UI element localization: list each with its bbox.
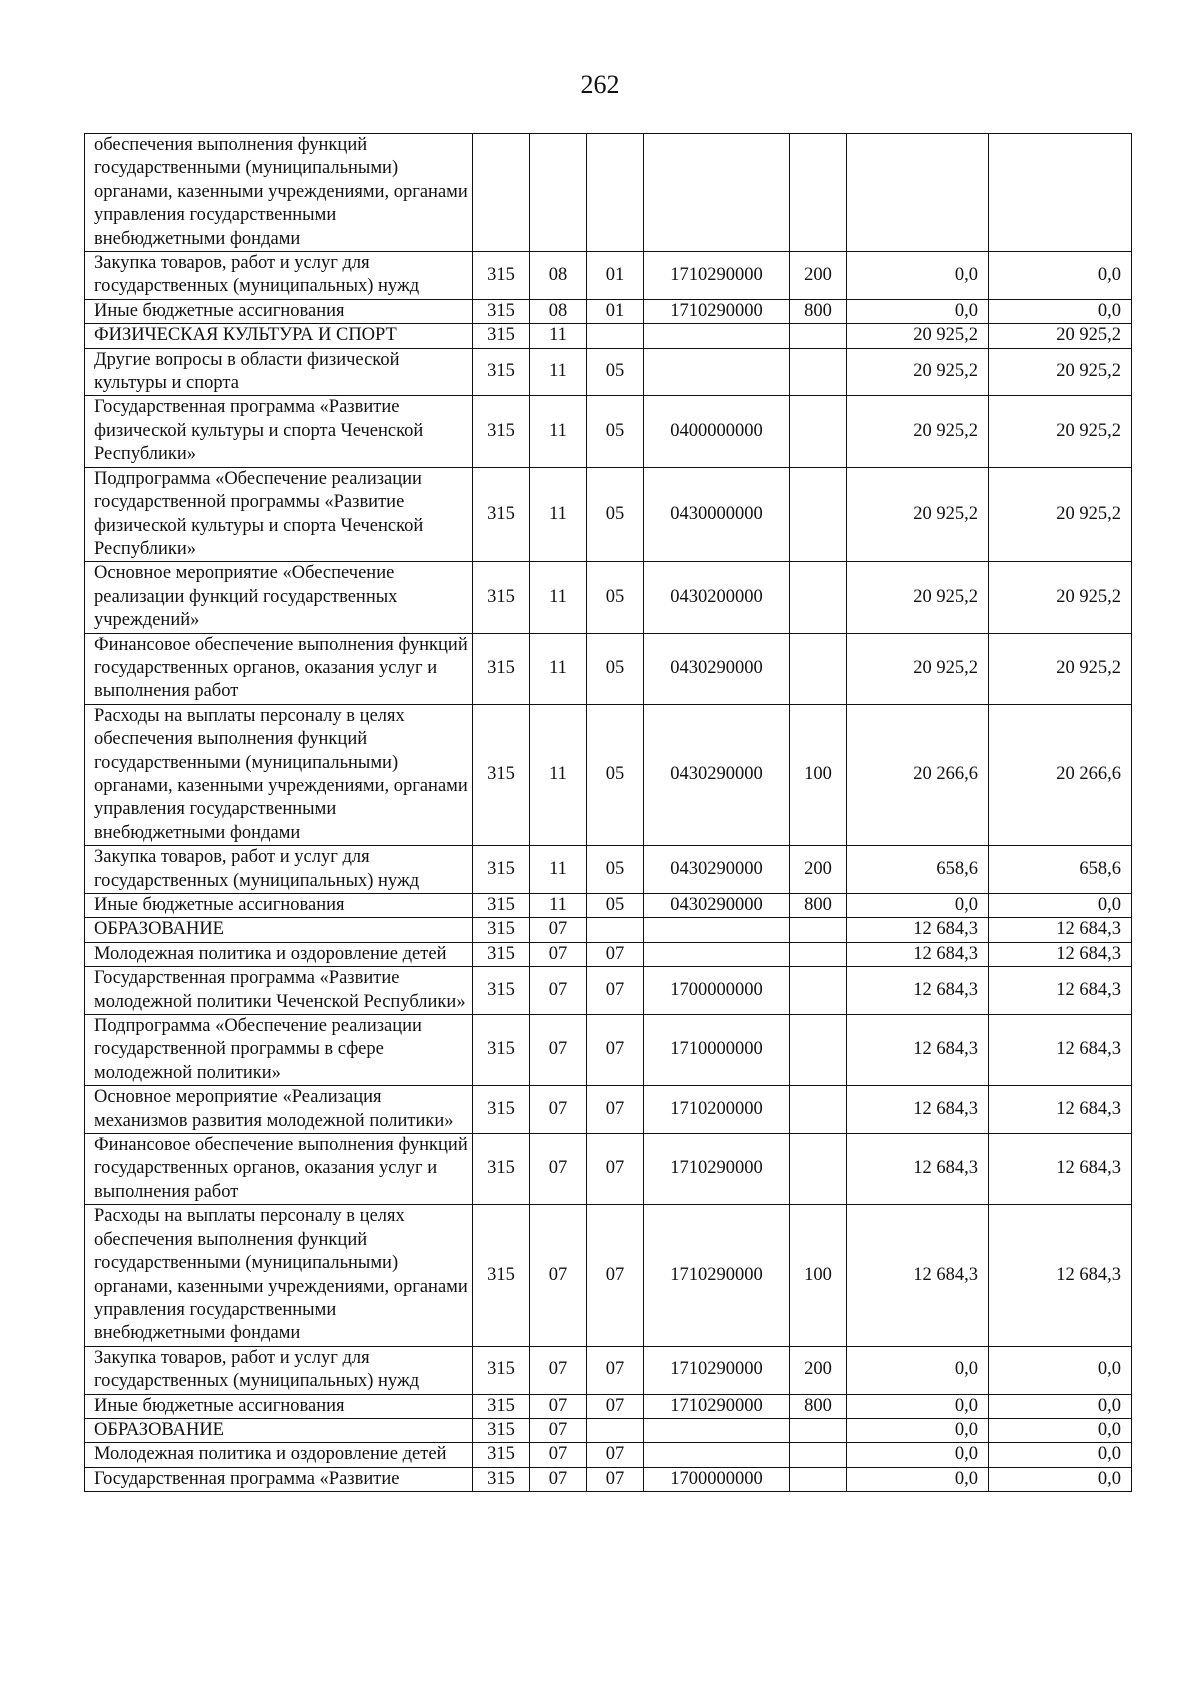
expense-type-cell: 200 bbox=[790, 252, 847, 300]
ved-code-cell: 315 bbox=[473, 299, 530, 323]
amount-cell-2: 12 684,3 bbox=[989, 1086, 1132, 1134]
target-article-cell: 0430000000 bbox=[644, 467, 790, 562]
row-name-cell: Государственная программа «Развитие bbox=[85, 1467, 473, 1491]
table-row bbox=[85, 348, 1132, 396]
amount-cell-1: 0,0 bbox=[847, 1418, 989, 1442]
amount-cell-2: 658,6 bbox=[989, 846, 1132, 894]
row-name-cell: ФИЗИЧЕСКАЯ КУЛЬТУРА И СПОРТ bbox=[85, 324, 473, 348]
expense-type-cell: 800 bbox=[790, 894, 847, 918]
table-row bbox=[85, 942, 1132, 966]
ved-code-cell: 315 bbox=[473, 633, 530, 704]
ved-code-cell: 315 bbox=[473, 1015, 530, 1086]
ved-code-cell bbox=[473, 134, 530, 252]
row-name-cell: Подпрограмма «Обеспечение реализации государственной программы «Развитие физической культуры и спорта Чеченской Республики» bbox=[85, 467, 473, 562]
amount-cell-2: 12 684,3 bbox=[989, 942, 1132, 966]
amount-cell-2: 0,0 bbox=[989, 252, 1132, 300]
row-name-cell: Расходы на выплаты персоналу в целях обеспечения выполнения функций государственными (муниципальными) органами, казенными учреждениями, органами управления государственными внебюджетными фондами bbox=[85, 1205, 473, 1346]
section-code-cell bbox=[530, 134, 587, 252]
subsection-code-cell: 05 bbox=[587, 846, 644, 894]
target-article-cell bbox=[644, 1418, 790, 1442]
section-code-cell: 11 bbox=[530, 348, 587, 396]
ved-code-cell: 315 bbox=[473, 704, 530, 845]
ved-code-cell: 315 bbox=[473, 1418, 530, 1442]
table-row bbox=[85, 1015, 1132, 1086]
row-name-cell: Подпрограмма «Обеспечение реализации государственной программы в сфере молодежной политики» bbox=[85, 1015, 473, 1086]
section-code-cell: 11 bbox=[530, 704, 587, 845]
table-row bbox=[85, 1418, 1132, 1442]
amount-cell-1: 20 925,2 bbox=[847, 562, 989, 633]
section-code-cell: 11 bbox=[530, 396, 587, 467]
ved-code-cell: 315 bbox=[473, 562, 530, 633]
expense-type-cell bbox=[790, 1467, 847, 1491]
amount-cell-2: 0,0 bbox=[989, 299, 1132, 323]
subsection-code-cell: 07 bbox=[587, 942, 644, 966]
expense-type-cell bbox=[790, 1443, 847, 1467]
target-article-cell: 1700000000 bbox=[644, 1467, 790, 1491]
amount-cell-1: 0,0 bbox=[847, 252, 989, 300]
amount-cell-1: 0,0 bbox=[847, 299, 989, 323]
expense-type-cell bbox=[790, 1015, 847, 1086]
row-name-cell: Закупка товаров, работ и услуг для государственных (муниципальных) нужд bbox=[85, 252, 473, 300]
row-name-cell: Финансовое обеспечение выполнения функций государственных органов, оказания услуг и выполнения работ bbox=[85, 633, 473, 704]
budget-table bbox=[84, 133, 1132, 1492]
target-article-cell: 1710290000 bbox=[644, 299, 790, 323]
expense-type-cell bbox=[790, 562, 847, 633]
expense-type-cell bbox=[790, 918, 847, 942]
section-code-cell: 11 bbox=[530, 562, 587, 633]
table-row bbox=[85, 894, 1132, 918]
target-article-cell: 1710200000 bbox=[644, 1086, 790, 1134]
table-row bbox=[85, 134, 1132, 252]
amount-cell-1: 0,0 bbox=[847, 1443, 989, 1467]
amount-cell-1: 20 925,2 bbox=[847, 348, 989, 396]
table-row bbox=[85, 396, 1132, 467]
ved-code-cell: 315 bbox=[473, 942, 530, 966]
page-number: 262 bbox=[580, 70, 620, 99]
expense-type-cell bbox=[790, 1134, 847, 1205]
subsection-code-cell: 07 bbox=[587, 1205, 644, 1346]
target-article-cell: 1710290000 bbox=[644, 1134, 790, 1205]
target-article-cell bbox=[644, 1443, 790, 1467]
section-code-cell: 07 bbox=[530, 1418, 587, 1442]
section-code-cell: 07 bbox=[530, 1134, 587, 1205]
table-row bbox=[85, 252, 1132, 300]
row-name-cell: Молодежная политика и оздоровление детей bbox=[85, 942, 473, 966]
table-row bbox=[85, 967, 1132, 1015]
ved-code-cell: 315 bbox=[473, 918, 530, 942]
row-name-cell: Основное мероприятие «Реализация механизмов развития молодежной политики» bbox=[85, 1086, 473, 1134]
subsection-code-cell: 05 bbox=[587, 467, 644, 562]
ved-code-cell: 315 bbox=[473, 1443, 530, 1467]
subsection-code-cell: 05 bbox=[587, 894, 644, 918]
section-code-cell: 07 bbox=[530, 942, 587, 966]
table-row bbox=[85, 704, 1132, 845]
target-article-cell: 0430290000 bbox=[644, 894, 790, 918]
row-name-cell: Основное мероприятие «Обеспечение реализации функций государственных учреждений» bbox=[85, 562, 473, 633]
section-code-cell: 11 bbox=[530, 467, 587, 562]
table-row bbox=[85, 1086, 1132, 1134]
amount-cell-1: 12 684,3 bbox=[847, 1015, 989, 1086]
ved-code-cell: 315 bbox=[473, 1134, 530, 1205]
amount-cell-2: 20 925,2 bbox=[989, 562, 1132, 633]
section-code-cell: 07 bbox=[530, 967, 587, 1015]
ved-code-cell: 315 bbox=[473, 1394, 530, 1418]
table-row bbox=[85, 299, 1132, 323]
section-code-cell: 07 bbox=[530, 1015, 587, 1086]
target-article-cell: 0430290000 bbox=[644, 704, 790, 845]
ved-code-cell: 315 bbox=[473, 894, 530, 918]
row-name-cell: Закупка товаров, работ и услуг для государственных (муниципальных) нужд bbox=[85, 1346, 473, 1394]
amount-cell-1: 12 684,3 bbox=[847, 1205, 989, 1346]
target-article-cell: 1710290000 bbox=[644, 252, 790, 300]
row-name-cell: Иные бюджетные ассигнования bbox=[85, 1394, 473, 1418]
row-name-cell: Другие вопросы в области физической культуры и спорта bbox=[85, 348, 473, 396]
expense-type-cell bbox=[790, 324, 847, 348]
section-code-cell: 07 bbox=[530, 1443, 587, 1467]
ved-code-cell: 315 bbox=[473, 467, 530, 562]
section-code-cell: 07 bbox=[530, 1394, 587, 1418]
target-article-cell bbox=[644, 918, 790, 942]
target-article-cell bbox=[644, 324, 790, 348]
amount-cell-1: 12 684,3 bbox=[847, 1134, 989, 1205]
row-name-cell: Иные бюджетные ассигнования bbox=[85, 894, 473, 918]
target-article-cell bbox=[644, 134, 790, 252]
row-name-cell: ОБРАЗОВАНИЕ bbox=[85, 918, 473, 942]
amount-cell-2: 12 684,3 bbox=[989, 967, 1132, 1015]
target-article-cell: 0400000000 bbox=[644, 396, 790, 467]
amount-cell-2: 12 684,3 bbox=[989, 1134, 1132, 1205]
amount-cell-1: 658,6 bbox=[847, 846, 989, 894]
amount-cell-1: 0,0 bbox=[847, 1467, 989, 1491]
expense-type-cell bbox=[790, 134, 847, 252]
amount-cell-2: 0,0 bbox=[989, 1467, 1132, 1491]
subsection-code-cell: 07 bbox=[587, 1086, 644, 1134]
expense-type-cell: 800 bbox=[790, 1394, 847, 1418]
table-row bbox=[85, 633, 1132, 704]
target-article-cell: 1710290000 bbox=[644, 1394, 790, 1418]
ved-code-cell: 315 bbox=[473, 252, 530, 300]
expense-type-cell: 200 bbox=[790, 1346, 847, 1394]
amount-cell-2: 0,0 bbox=[989, 1418, 1132, 1442]
ved-code-cell: 315 bbox=[473, 1467, 530, 1491]
subsection-code-cell: 05 bbox=[587, 562, 644, 633]
section-code-cell: 07 bbox=[530, 918, 587, 942]
table-row bbox=[85, 1134, 1132, 1205]
table-row bbox=[85, 324, 1132, 348]
subsection-code-cell bbox=[587, 918, 644, 942]
amount-cell-2: 20 266,6 bbox=[989, 704, 1132, 845]
amount-cell-1: 0,0 bbox=[847, 1346, 989, 1394]
amount-cell-2: 20 925,2 bbox=[989, 467, 1132, 562]
row-name-cell: Государственная программа «Развитие молодежной политики Чеченской Республики» bbox=[85, 967, 473, 1015]
target-article-cell: 1710290000 bbox=[644, 1205, 790, 1346]
amount-cell-1: 12 684,3 bbox=[847, 942, 989, 966]
target-article-cell bbox=[644, 348, 790, 396]
amount-cell-1: 20 925,2 bbox=[847, 324, 989, 348]
table-row bbox=[85, 1346, 1132, 1394]
expense-type-cell: 100 bbox=[790, 704, 847, 845]
subsection-code-cell: 05 bbox=[587, 704, 644, 845]
row-name-cell: Финансовое обеспечение выполнения функций государственных органов, оказания услуг и выполнения работ bbox=[85, 1134, 473, 1205]
row-name-cell: Молодежная политика и оздоровление детей bbox=[85, 1443, 473, 1467]
target-article-cell bbox=[644, 942, 790, 966]
subsection-code-cell bbox=[587, 324, 644, 348]
ved-code-cell: 315 bbox=[473, 1205, 530, 1346]
table-row bbox=[85, 562, 1132, 633]
amount-cell-2: 0,0 bbox=[989, 1443, 1132, 1467]
amount-cell-2: 12 684,3 bbox=[989, 918, 1132, 942]
ved-code-cell: 315 bbox=[473, 396, 530, 467]
budget-table-body bbox=[85, 134, 1132, 1492]
section-code-cell: 08 bbox=[530, 252, 587, 300]
expense-type-cell bbox=[790, 348, 847, 396]
table-row bbox=[85, 467, 1132, 562]
target-article-cell: 1700000000 bbox=[644, 967, 790, 1015]
target-article-cell: 0430200000 bbox=[644, 562, 790, 633]
section-code-cell: 08 bbox=[530, 299, 587, 323]
expense-type-cell bbox=[790, 1086, 847, 1134]
ved-code-cell: 315 bbox=[473, 348, 530, 396]
ved-code-cell: 315 bbox=[473, 1086, 530, 1134]
table-row bbox=[85, 846, 1132, 894]
section-code-cell: 07 bbox=[530, 1346, 587, 1394]
target-article-cell: 0430290000 bbox=[644, 846, 790, 894]
table-row bbox=[85, 1467, 1132, 1491]
amount-cell-1 bbox=[847, 134, 989, 252]
table-row bbox=[85, 1443, 1132, 1467]
amount-cell-1: 0,0 bbox=[847, 894, 989, 918]
target-article-cell: 1710000000 bbox=[644, 1015, 790, 1086]
row-name-cell: ОБРАЗОВАНИЕ bbox=[85, 1418, 473, 1442]
amount-cell-2: 20 925,2 bbox=[989, 348, 1132, 396]
subsection-code-cell: 07 bbox=[587, 1443, 644, 1467]
expense-type-cell: 800 bbox=[790, 299, 847, 323]
subsection-code-cell: 05 bbox=[587, 348, 644, 396]
expense-type-cell: 100 bbox=[790, 1205, 847, 1346]
section-code-cell: 07 bbox=[530, 1205, 587, 1346]
amount-cell-2: 0,0 bbox=[989, 1346, 1132, 1394]
subsection-code-cell: 05 bbox=[587, 633, 644, 704]
subsection-code-cell: 07 bbox=[587, 1467, 644, 1491]
amount-cell-1: 12 684,3 bbox=[847, 967, 989, 1015]
amount-cell-2: 20 925,2 bbox=[989, 324, 1132, 348]
subsection-code-cell: 07 bbox=[587, 1015, 644, 1086]
ved-code-cell: 315 bbox=[473, 846, 530, 894]
amount-cell-1: 0,0 bbox=[847, 1394, 989, 1418]
amount-cell-2: 12 684,3 bbox=[989, 1015, 1132, 1086]
section-code-cell: 07 bbox=[530, 1467, 587, 1491]
target-article-cell: 1710290000 bbox=[644, 1346, 790, 1394]
row-name-cell: обеспечения выполнения функций государственными (муниципальными) органами, казенными учреждениями, органами управления государственными внебюджетными фондами bbox=[85, 134, 473, 252]
subsection-code-cell: 07 bbox=[587, 967, 644, 1015]
section-code-cell: 11 bbox=[530, 894, 587, 918]
table-row bbox=[85, 918, 1132, 942]
amount-cell-2: 20 925,2 bbox=[989, 396, 1132, 467]
expense-type-cell bbox=[790, 1418, 847, 1442]
amount-cell-1: 20 266,6 bbox=[847, 704, 989, 845]
expense-type-cell bbox=[790, 467, 847, 562]
subsection-code-cell: 05 bbox=[587, 396, 644, 467]
amount-cell-1: 20 925,2 bbox=[847, 633, 989, 704]
subsection-code-cell: 07 bbox=[587, 1346, 644, 1394]
table-row bbox=[85, 1205, 1132, 1346]
amount-cell-2 bbox=[989, 134, 1132, 252]
subsection-code-cell bbox=[587, 1418, 644, 1442]
amount-cell-2: 0,0 bbox=[989, 894, 1132, 918]
subsection-code-cell: 01 bbox=[587, 299, 644, 323]
ved-code-cell: 315 bbox=[473, 324, 530, 348]
ved-code-cell: 315 bbox=[473, 967, 530, 1015]
amount-cell-1: 20 925,2 bbox=[847, 467, 989, 562]
table-row bbox=[85, 1394, 1132, 1418]
subsection-code-cell bbox=[587, 134, 644, 252]
ved-code-cell: 315 bbox=[473, 1346, 530, 1394]
amount-cell-1: 12 684,3 bbox=[847, 918, 989, 942]
section-code-cell: 07 bbox=[530, 1086, 587, 1134]
section-code-cell: 11 bbox=[530, 846, 587, 894]
amount-cell-2: 12 684,3 bbox=[989, 1205, 1132, 1346]
row-name-cell: Государственная программа «Развитие физической культуры и спорта Чеченской Республики» bbox=[85, 396, 473, 467]
section-code-cell: 11 bbox=[530, 633, 587, 704]
expense-type-cell bbox=[790, 396, 847, 467]
expense-type-cell bbox=[790, 633, 847, 704]
amount-cell-1: 12 684,3 bbox=[847, 1086, 989, 1134]
row-name-cell: Иные бюджетные ассигнования bbox=[85, 299, 473, 323]
subsection-code-cell: 07 bbox=[587, 1394, 644, 1418]
section-code-cell: 11 bbox=[530, 324, 587, 348]
expense-type-cell bbox=[790, 942, 847, 966]
subsection-code-cell: 01 bbox=[587, 252, 644, 300]
amount-cell-1: 20 925,2 bbox=[847, 396, 989, 467]
subsection-code-cell: 07 bbox=[587, 1134, 644, 1205]
expense-type-cell: 200 bbox=[790, 846, 847, 894]
expense-type-cell bbox=[790, 967, 847, 1015]
target-article-cell: 0430290000 bbox=[644, 633, 790, 704]
row-name-cell: Закупка товаров, работ и услуг для государственных (муниципальных) нужд bbox=[85, 846, 473, 894]
row-name-cell: Расходы на выплаты персоналу в целях обеспечения выполнения функций государственными (муниципальными) органами, казенными учреждениями, органами управления государственными внебюджетными фондами bbox=[85, 704, 473, 845]
amount-cell-2: 0,0 bbox=[989, 1394, 1132, 1418]
amount-cell-2: 20 925,2 bbox=[989, 633, 1132, 704]
